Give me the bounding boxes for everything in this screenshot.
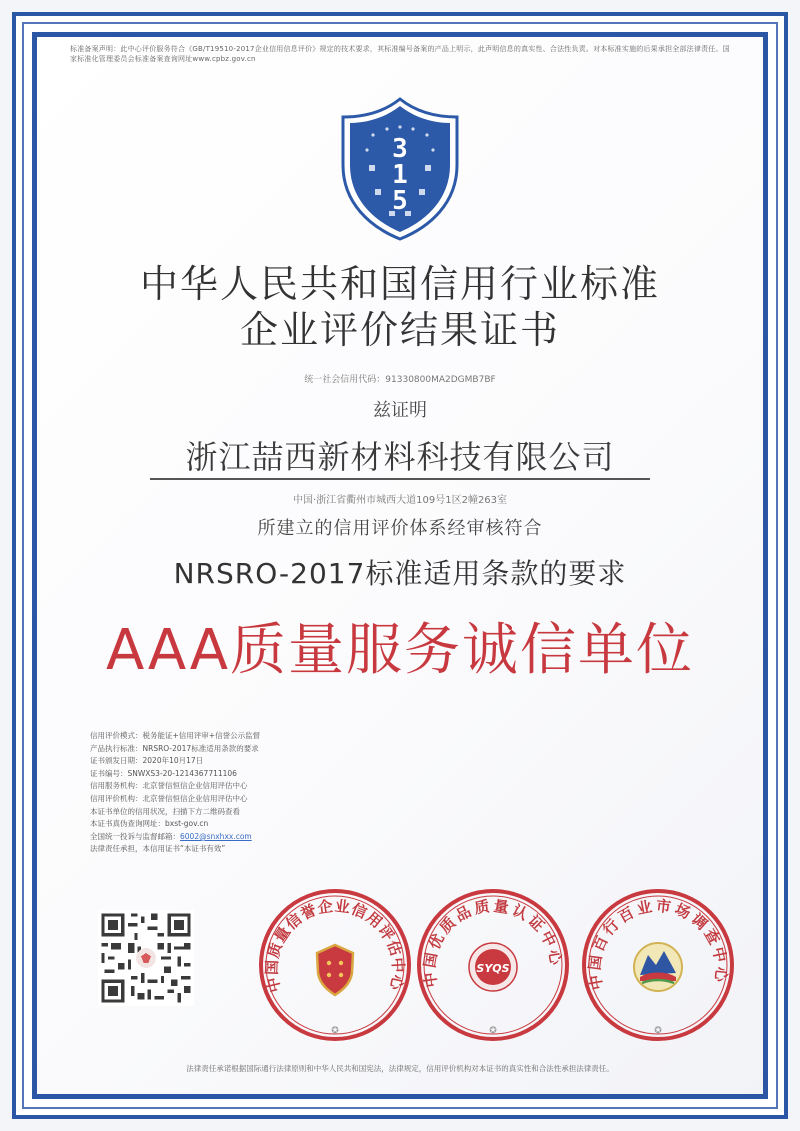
info-row: 本证书单位的信用状况，扫描下方二维码查看 bbox=[90, 806, 240, 816]
market-survey-center-seal-icon bbox=[578, 885, 738, 1045]
svg-text:1: 1 bbox=[392, 160, 408, 190]
credit-code: 统一社会信用代码：91330800MA2DGMB7BF bbox=[304, 375, 496, 385]
verify-url-link[interactable]: bxst-gov.cn bbox=[165, 819, 209, 829]
svg-text:中国百行百业市场调查中心: 中国百行百业市场调查中心 bbox=[585, 896, 731, 992]
info-row: 证书颁发日期：2020年10月17日 bbox=[90, 756, 204, 766]
company-address: 中国·浙江省衢州市城西大道109号1区2幢263室 bbox=[292, 495, 508, 506]
svg-text:✪: ✪ bbox=[654, 1026, 662, 1036]
svg-text:SYQS: SYQS bbox=[476, 962, 510, 975]
qr-code-icon[interactable] bbox=[98, 910, 194, 1006]
certify-label: 兹证明 bbox=[373, 400, 427, 421]
certificate-info-list bbox=[90, 730, 390, 856]
info-row: 全国统一投诉与监督邮箱：6002@snxhxx.com bbox=[90, 831, 252, 841]
bottom-disclaimer: 法律责任承诺根据国际通行法律原则和中华人民共和国宪法，法律规定，信用评价机构对本证书的真实性和合法性承担法律责任。 bbox=[186, 1064, 614, 1073]
info-row: 产品执行标准：NRSRO-2017标准适用条款的要求 bbox=[90, 743, 259, 753]
svg-text:3: 3 bbox=[392, 134, 408, 164]
standard-requirement: NRSRO-2017标准适用条款的要求 bbox=[173, 557, 627, 590]
certificate-title-line2: 企业评价结果证书 bbox=[239, 308, 560, 352]
info-row: 信用评价模式：税务能证+信用评审+信誉公示监督 bbox=[90, 731, 261, 740]
conformity-statement: 所建立的信用评价体系经审核符合 bbox=[257, 518, 543, 539]
315-shield-badge-icon bbox=[335, 95, 465, 243]
award-title: AAA质量服务诚信单位 bbox=[105, 618, 695, 683]
svg-text:中国优质品质量认证中心: 中国优质品质量认证中心 bbox=[420, 896, 566, 989]
complaint-email-link[interactable]: 6002@snxhxx.com bbox=[180, 831, 252, 841]
svg-text:✪: ✪ bbox=[489, 1026, 497, 1036]
info-row: 本证书真伪查询网址：bxst-gov.cn bbox=[90, 819, 209, 829]
info-row: 信用服务机构：北京誉信恒信企业信用评估中心 bbox=[90, 781, 248, 791]
credit-evaluation-center-seal-icon bbox=[255, 885, 415, 1045]
quality-certification-center-seal-icon bbox=[413, 885, 573, 1045]
info-row: 信用评价机构：北京誉信恒信企业信用评估中心 bbox=[90, 793, 248, 803]
svg-text:✪: ✪ bbox=[331, 1026, 339, 1036]
svg-text:中国质量信誉企业信用评估中心: 中国质量信誉企业信用评估中心 bbox=[262, 896, 408, 995]
company-name: 浙江喆西新材料科技有限公司 bbox=[150, 436, 650, 480]
info-row: 证书编号：SNWXS3-20-1214367711106 bbox=[90, 768, 237, 778]
info-row: 法律责任承担，本信用证书“本证书有效” bbox=[90, 844, 226, 854]
top-disclaimer: 标准备案声明：此中心评价服务符合《GB/T19510-2017企业信用信息评价》规定的技术要求，其标准编号备案的产品上明示，此声明信息的真实性、合法性负责。对本标准实施的后果承担全部法律责任。国家标准化管理委员会标准备案查询网址www.cpbz.gov.cn bbox=[70, 45, 730, 63]
certificate-title-line1: 中华人民共和国信用行业标准 bbox=[139, 262, 660, 306]
svg-text:5: 5 bbox=[392, 186, 408, 216]
